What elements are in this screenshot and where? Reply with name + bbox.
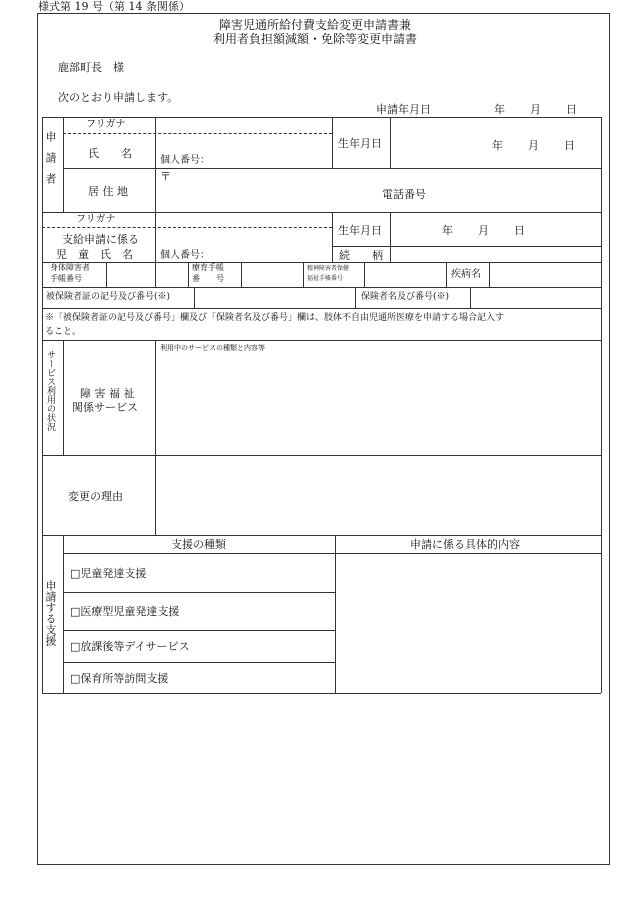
disease-label: 疾病名 bbox=[451, 269, 481, 280]
disability-book-label-l1: 身体障害者 bbox=[50, 263, 90, 272]
applicant-personal-number-label: 個人番号： bbox=[160, 155, 210, 166]
service-hint: 利用中のサービスの種類と内容等 bbox=[160, 344, 265, 352]
service-row-label-l1: 障 害 福 祉 bbox=[80, 387, 135, 400]
postal-mark: 〒 bbox=[160, 170, 171, 183]
service-section-label: サービス利用の状況 bbox=[45, 350, 55, 431]
child-birth-month[interactable]: 月 bbox=[478, 224, 489, 237]
note-line2: ること。 bbox=[45, 327, 82, 337]
child-birth-year[interactable]: 年 bbox=[442, 224, 453, 237]
insured-code-label: 被保険者証の記号及び番号(※) bbox=[46, 292, 171, 302]
applicant-birth-day[interactable]: 日 bbox=[564, 139, 575, 152]
support-option-medical-child-development[interactable]: □医療型児童発達支援 bbox=[70, 605, 180, 618]
applicant-birthdate-label: 生年月日 bbox=[338, 137, 382, 150]
applicant-phone-label[interactable]: 電話番号 bbox=[382, 188, 426, 201]
support-section-label: 申請する支援 bbox=[44, 580, 57, 646]
support-detail-header: 申請に係る具体的内容 bbox=[410, 538, 520, 551]
child-name-label-line1: 支給申請に係る bbox=[62, 233, 139, 246]
form-number: 様式第 19 号（第 14 条関係） bbox=[38, 0, 190, 13]
mental-book-label-l1: 精神障害者保健 bbox=[307, 265, 350, 272]
note-line1: ※「被保険者証の記号及び番号」欄及び「保険者名及び番号」欄は、肢体不自由児通所医療を申請する場合記入す bbox=[45, 313, 505, 323]
applicant-birth-year[interactable]: 年 bbox=[492, 139, 503, 152]
application-date-month[interactable]: 月 bbox=[530, 103, 541, 116]
applicant-name-label: 氏 名 bbox=[88, 147, 132, 160]
child-name-label-line2: 児 童 氏 名 bbox=[56, 248, 133, 261]
disability-book-label-l2: 手帳番号 bbox=[50, 274, 82, 283]
child-furigana-label: フリガナ bbox=[76, 214, 116, 225]
insurer-label: 保険者名及び番号(※) bbox=[361, 292, 450, 302]
application-date-day[interactable]: 日 bbox=[566, 103, 577, 116]
support-type-header: 支援の種類 bbox=[171, 538, 226, 551]
applicant-birth-month[interactable]: 月 bbox=[528, 139, 539, 152]
application-date-year[interactable]: 年 bbox=[494, 103, 505, 116]
support-option-after-school-day-service[interactable]: □放課後等デイサービス bbox=[70, 640, 190, 653]
support-option-child-development[interactable]: □児童発達支援 bbox=[70, 567, 147, 580]
child-birthdate-label: 生年月日 bbox=[338, 224, 382, 237]
intro-text: 次のとおり申請します。 bbox=[58, 91, 179, 104]
applicant-address-label: 居 住 地 bbox=[88, 185, 128, 198]
addressee: 鹿部町長 様 bbox=[58, 61, 124, 74]
child-birth-day[interactable]: 日 bbox=[514, 224, 525, 237]
applicant-furigana-label: フリガナ bbox=[86, 119, 126, 130]
application-date-label: 申請年月日 bbox=[376, 103, 431, 116]
applicant-section-label: 申請者 bbox=[44, 131, 57, 194]
ryouiku-book-label-l2: 番 号 bbox=[192, 274, 224, 283]
mental-book-label-l2: 福祉手帳番号 bbox=[307, 275, 344, 282]
child-personal-number-label: 個人番号： bbox=[160, 250, 210, 261]
reason-label: 変更の理由 bbox=[68, 490, 123, 503]
form-title-line2: 利用者負担額減額・免除等変更申請書 bbox=[212, 32, 417, 46]
form-title-line1: 障害児通所給付費支給変更申請書兼 bbox=[218, 18, 411, 32]
form-frame bbox=[37, 13, 610, 865]
support-option-nursery-visit-support[interactable]: □保育所等訪問支援 bbox=[70, 672, 169, 685]
child-relation-label: 続 柄 bbox=[339, 249, 383, 262]
ryouiku-book-label-l1: 療育手帳 bbox=[192, 263, 224, 272]
service-row-label-l2: 関係サービス bbox=[72, 401, 138, 414]
